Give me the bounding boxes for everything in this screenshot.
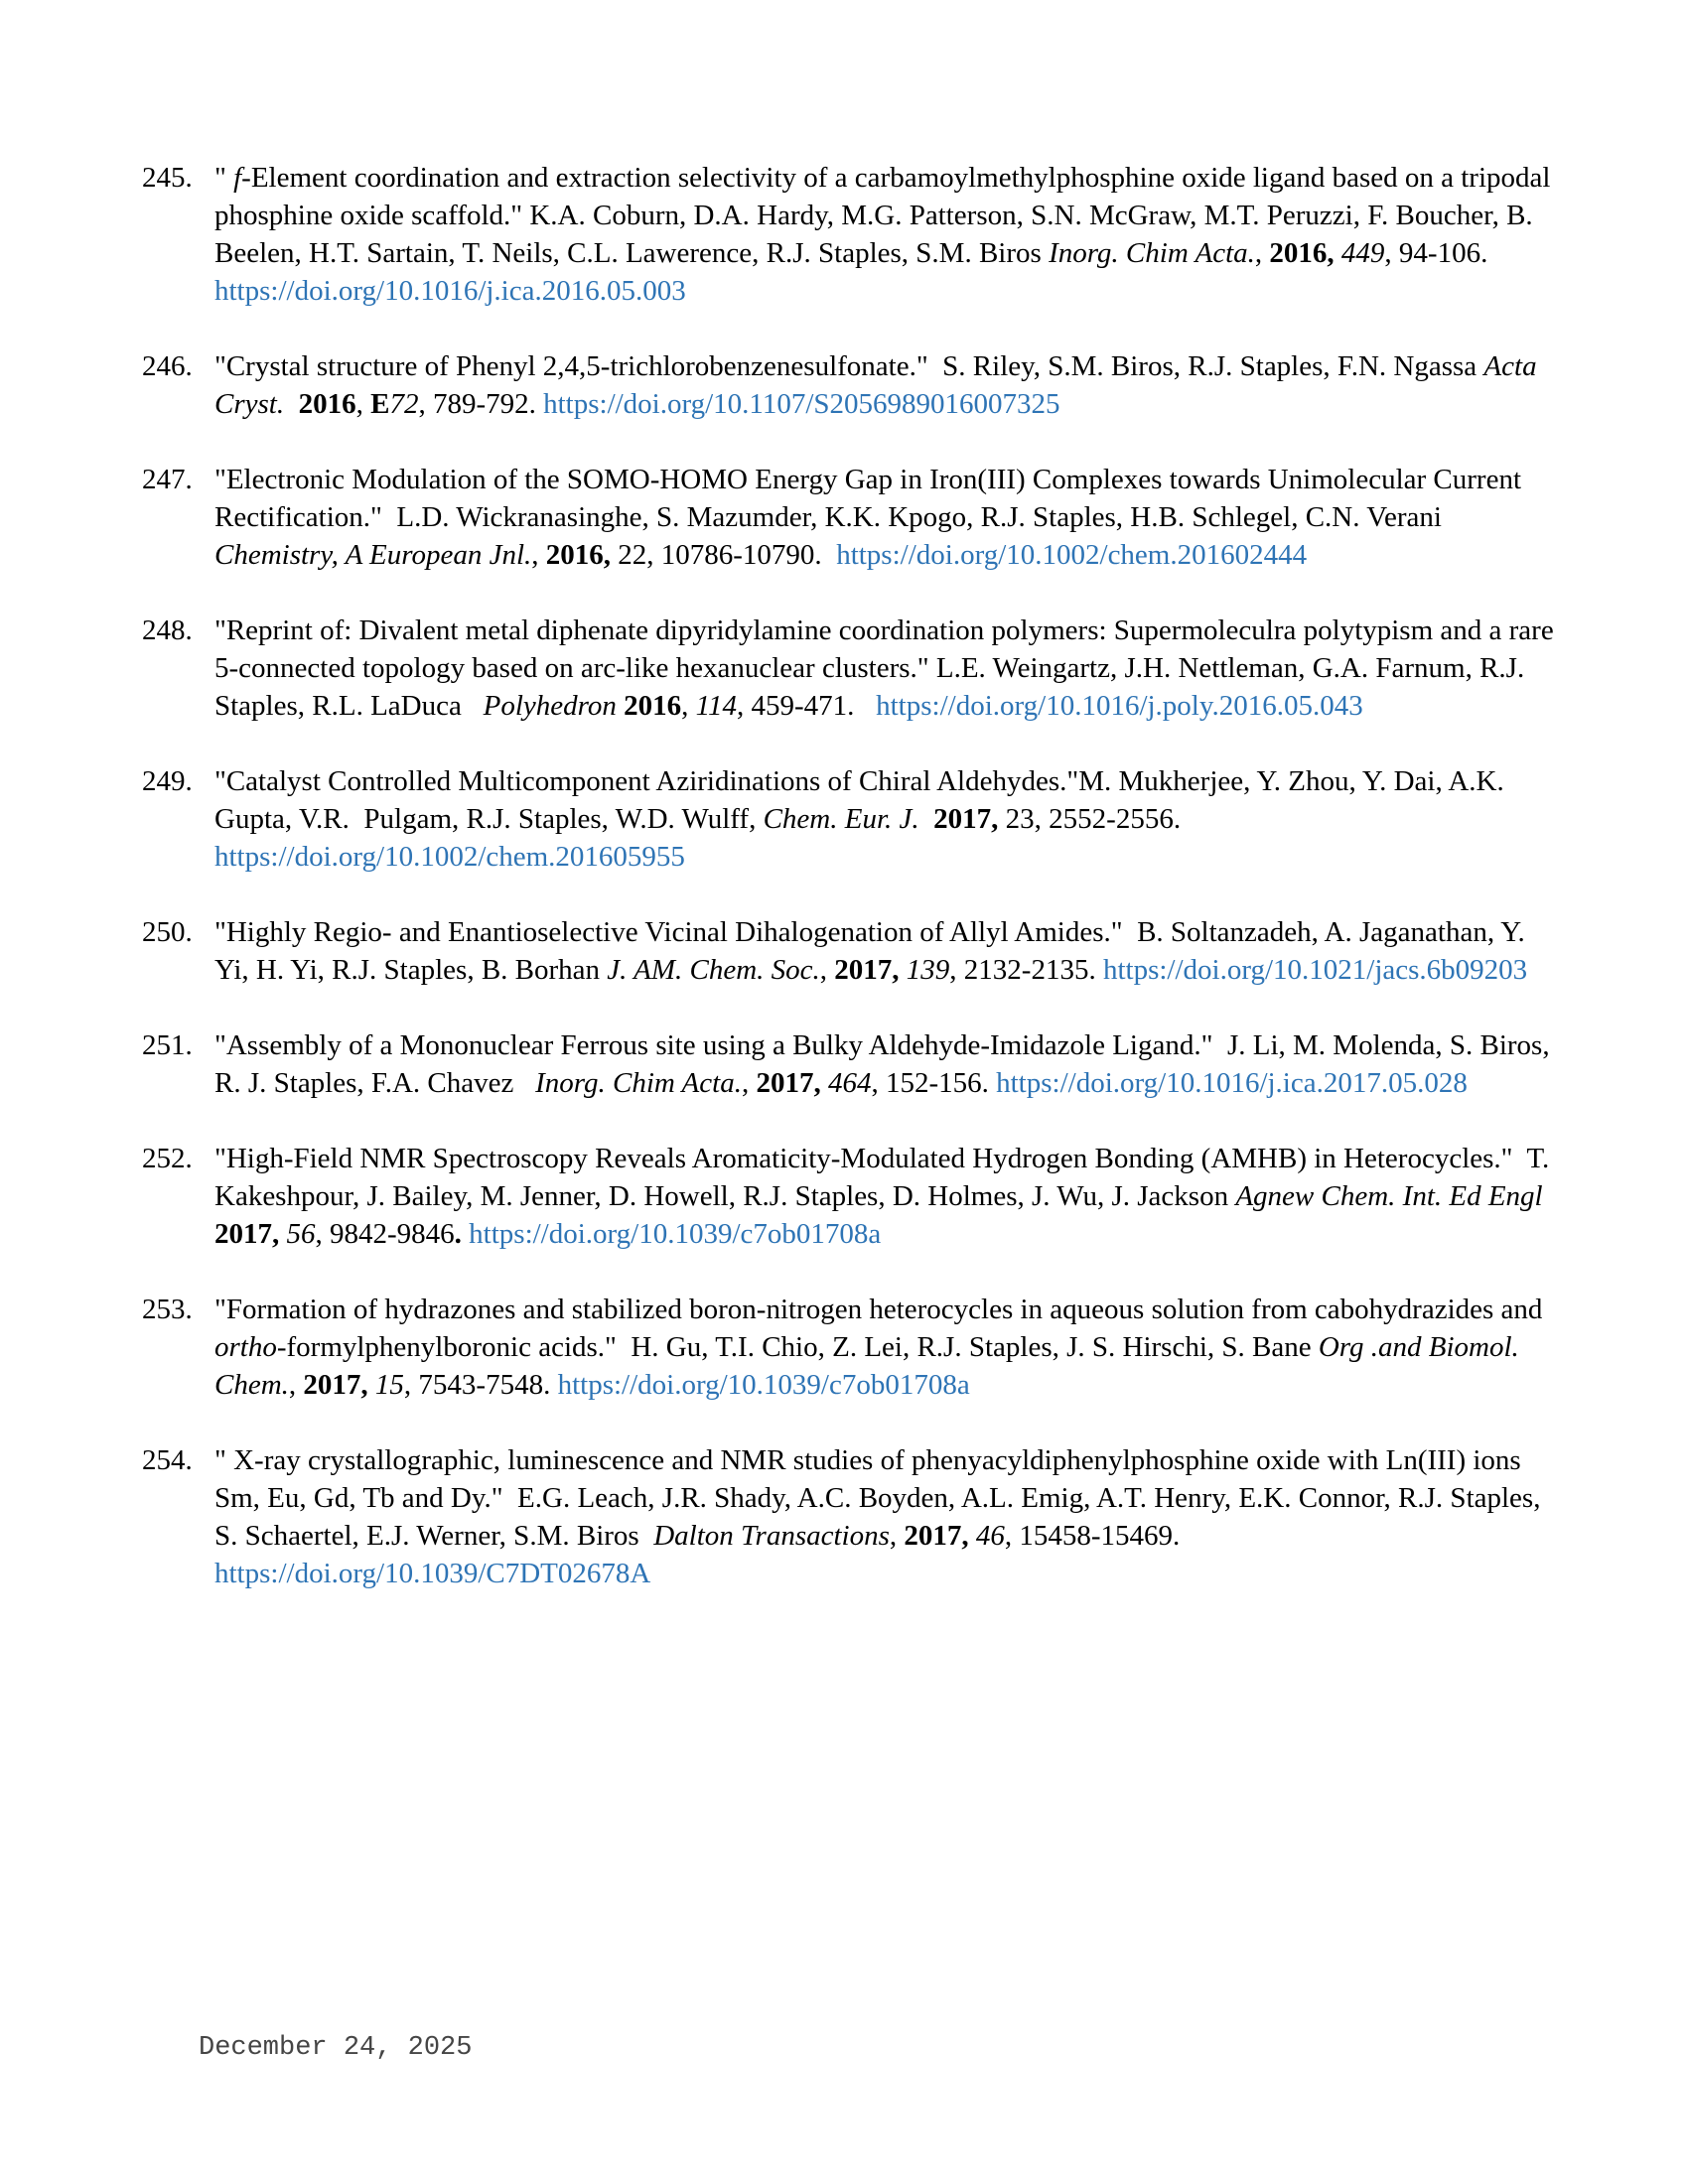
reference-item [142, 762, 1557, 876]
text-run: "Reprint of: Divalent metal diphenate dipyridylamine coordination polymers: Supermoleculra polytypism and a rare 5-connected topology based on arc-like hexanuclear clusters." L.E. Weingartz, J.H. Nettleman, G.A. Farnum, R.J. Staples, R.L. LaDuca [214, 614, 1561, 722]
doi-link[interactable]: https://doi.org/10.1002/chem.201605955 [214, 841, 685, 873]
text-run: , 152-156. [871, 1067, 997, 1099]
doi-link[interactable]: https://doi.org/10.1016/j.ica.2016.05.003 [214, 275, 686, 307]
reference-number: 252. [142, 1143, 193, 1174]
doi-link[interactable]: https://doi.org/10.1021/jacs.6b09203 [1102, 954, 1528, 986]
reference-number: 251. [142, 1029, 193, 1061]
text-run [969, 1520, 976, 1552]
text-run: , [1254, 237, 1270, 269]
text-run: 449 [1340, 237, 1385, 269]
text-run: 15 [374, 1369, 404, 1401]
text-run: 46 [975, 1520, 1005, 1552]
text-run: 2016, [1269, 237, 1335, 269]
text-run: , [355, 388, 371, 420]
text-run: 139 [906, 954, 950, 986]
text-run: 22, 10786-10790. [611, 539, 837, 571]
text-run: " X-ray crystallographic, luminescence and NMR studies of phenyacyldiphenylphosphine oxide with Ln(III) ions Sm, Eu, Gd, Tb and Dy." E.G. Leach, J.R. Shady, A.C. Boyden, A.L. Emig, A.T. Henry, E.K. Connor, R.J. Staples, S. Schaertel, E.J. Werner, S.M. Biros [214, 1444, 1548, 1552]
text-run: , 94-106. [1384, 237, 1495, 269]
reference-text [214, 159, 1557, 310]
text-run: 2016 [298, 388, 356, 420]
reference-number: 248. [142, 614, 193, 646]
text-run: " [214, 162, 234, 194]
text-run [279, 1218, 286, 1250]
reference-item [142, 1291, 1557, 1404]
text-run: , [531, 539, 546, 571]
text-run [284, 388, 299, 420]
text-run: , 789-792. [418, 388, 544, 420]
text-run: Agnew Chem. Int. Ed Engl [1235, 1180, 1543, 1212]
text-run: , [681, 690, 696, 722]
text-run: 2017, [303, 1369, 368, 1401]
text-run: Chemistry, A European Jnl. [214, 539, 532, 571]
reference-item [142, 1026, 1557, 1102]
reference-text [214, 612, 1561, 725]
text-run: Inorg. Chim Acta. [1049, 237, 1255, 269]
text-run: 2016 [624, 690, 682, 722]
reference-text [214, 1026, 1557, 1102]
text-run: "Electronic Modulation of the SOMO-HOMO Energy Gap in Iron(III) Complexes towards Unimolecular Current Rectification." L.D. Wickranasinghe, S. Mazumder, K.K. Kpogo, R.J. Staples, H.B. Schlegel, C.N. Verani [214, 464, 1529, 533]
text-run: 114 [695, 690, 737, 722]
reference-number: 253. [142, 1294, 193, 1325]
text-run: 2017, [933, 803, 999, 835]
text-run: Chem. Eur. J. [763, 803, 919, 835]
reference-item [142, 1441, 1557, 1592]
text-run: Org .and Biomol. Chem. [214, 1331, 1527, 1401]
doi-link[interactable]: https://doi.org/10.1016/j.ica.2017.05.028 [996, 1067, 1468, 1099]
reference-text [214, 1291, 1557, 1404]
text-run: 2017, [214, 1218, 280, 1250]
doi-link[interactable]: https://doi.org/10.1039/c7ob01708a [469, 1218, 882, 1250]
text-run [919, 803, 934, 835]
text-run: Acta Cryst. [214, 350, 1544, 420]
reference-item [142, 347, 1557, 423]
text-run [1335, 237, 1341, 269]
reference-text [214, 1140, 1557, 1253]
text-run: 2017, [834, 954, 900, 986]
reference-text [214, 762, 1557, 876]
text-run: , [889, 1520, 905, 1552]
doi-link[interactable]: https://doi.org/10.1002/chem.201602444 [836, 539, 1308, 571]
text-run [900, 954, 907, 986]
reference-item [142, 159, 1557, 310]
doi-link[interactable]: https://doi.org/10.1016/j.poly.2016.05.043 [876, 690, 1363, 722]
text-run: -formylphenylboronic acids." H. Gu, T.I. Chio, Z. Lei, R.J. Staples, J. S. Hirschi, S. Bane [276, 1331, 1319, 1363]
text-run: , 2132-2135. [949, 954, 1103, 986]
text-run: "Crystal structure of Phenyl 2,4,5-trichlorobenzenesulfonate." S. Riley, S.M. Biros, R.J. Staples, F.N. Ngassa [214, 350, 1484, 382]
text-run: f [233, 162, 242, 194]
reference-item [142, 913, 1557, 989]
reference-item [142, 612, 1561, 725]
text-run: "Catalyst Controlled Multicomponent Aziridinations of Chiral Aldehydes."M. Mukherjee, Y. Zhou, Y. Dai, A.K. Gupta, V.R. Pulgam, R.J. Staples, W.D. Wulff, [214, 765, 1511, 835]
reference-number: 254. [142, 1444, 193, 1476]
text-run: 2017, [756, 1067, 821, 1099]
text-run [368, 1369, 375, 1401]
footer-date: December 24, 2025 [199, 2033, 473, 2063]
text-run: , [741, 1067, 757, 1099]
reference-number: 247. [142, 464, 193, 495]
reference-number: 246. [142, 350, 193, 382]
text-run: , 7543-7548. [403, 1369, 558, 1401]
text-run [1543, 1180, 1550, 1212]
reference-text [214, 913, 1557, 989]
reference-text [214, 461, 1557, 574]
text-run: -Element coordination and extraction selectivity of a carbamoylmethylphosphine oxide ligand based on a tripodal phosphine oxide scaffold." K.A. Coburn, D.A. Hardy, M.G. Patterson, S.N. McGraw, M.T. Peruzzi, F. Boucher, B. Beelen, H.T. Sartain, T. Neils, C.L. Lawerence, R.J. Staples, S.M. Biros [214, 162, 1558, 269]
text-run: , 15458-15469. [1004, 1520, 1188, 1552]
text-run: Dalton Transactions [653, 1520, 890, 1552]
text-run: 56 [286, 1218, 316, 1250]
reference-item [142, 1140, 1557, 1253]
text-run: , 9842-9846 [315, 1218, 455, 1250]
reference-list [142, 159, 1561, 1630]
text-run: . [454, 1218, 462, 1250]
text-run: Polyhedron [483, 690, 617, 722]
text-run: 72 [389, 388, 419, 420]
text-run: 2016, [545, 539, 612, 571]
text-run: , [288, 1369, 304, 1401]
text-run: "Formation of hydrazones and stabilized boron-nitrogen heterocycles in aqueous solution from cabohydrazides and [214, 1294, 1550, 1325]
doi-link[interactable]: https://doi.org/10.1039/c7ob01708a [557, 1369, 970, 1401]
text-run: 2017, [904, 1520, 969, 1552]
text-run: "Assembly of a Mononuclear Ferrous site using a Bulky Aldehyde-Imidazole Ligand." J. Li, M. Molenda, S. Biros, R. J. Staples, F.A. Chavez [214, 1029, 1557, 1099]
text-run: 464 [827, 1067, 872, 1099]
text-run: "High-Field NMR Spectroscopy Reveals Aromaticity-Modulated Hydrogen Bonding (AMHB) in Heterocycles." T. Kakeshpour, J. Bailey, M. Jenner, D. Howell, R.J. Staples, D. Holmes, J. Wu, J. Jackson [214, 1143, 1557, 1212]
reference-text [214, 347, 1557, 423]
text-run: ortho [214, 1331, 277, 1363]
reference-text [214, 1441, 1557, 1592]
reference-number: 249. [142, 765, 193, 797]
text-run: , 459-471. [736, 690, 877, 722]
text-run: 23, 2552-2556. [998, 803, 1189, 835]
reference-number: 250. [142, 916, 193, 948]
reference-number: 245. [142, 162, 193, 194]
doi-link[interactable]: https://doi.org/10.1039/C7DT02678A [214, 1558, 651, 1589]
doi-link[interactable]: https://doi.org/10.1107/S2056989016007325 [543, 388, 1060, 420]
text-run [821, 1067, 828, 1099]
text-run [617, 690, 624, 722]
text-run: , [819, 954, 835, 986]
text-run: J. AM. Chem. Soc. [607, 954, 820, 986]
reference-item [142, 461, 1557, 574]
text-run: "Highly Regio- and Enantioselective Vicinal Dihalogenation of Allyl Amides." B. Soltanzadeh, A. Jaganathan, Y. Yi, H. Yi, R.J. Staples, B. Borhan [214, 916, 1531, 986]
text-run: E [370, 388, 390, 420]
text-run: Inorg. Chim Acta. [535, 1067, 742, 1099]
